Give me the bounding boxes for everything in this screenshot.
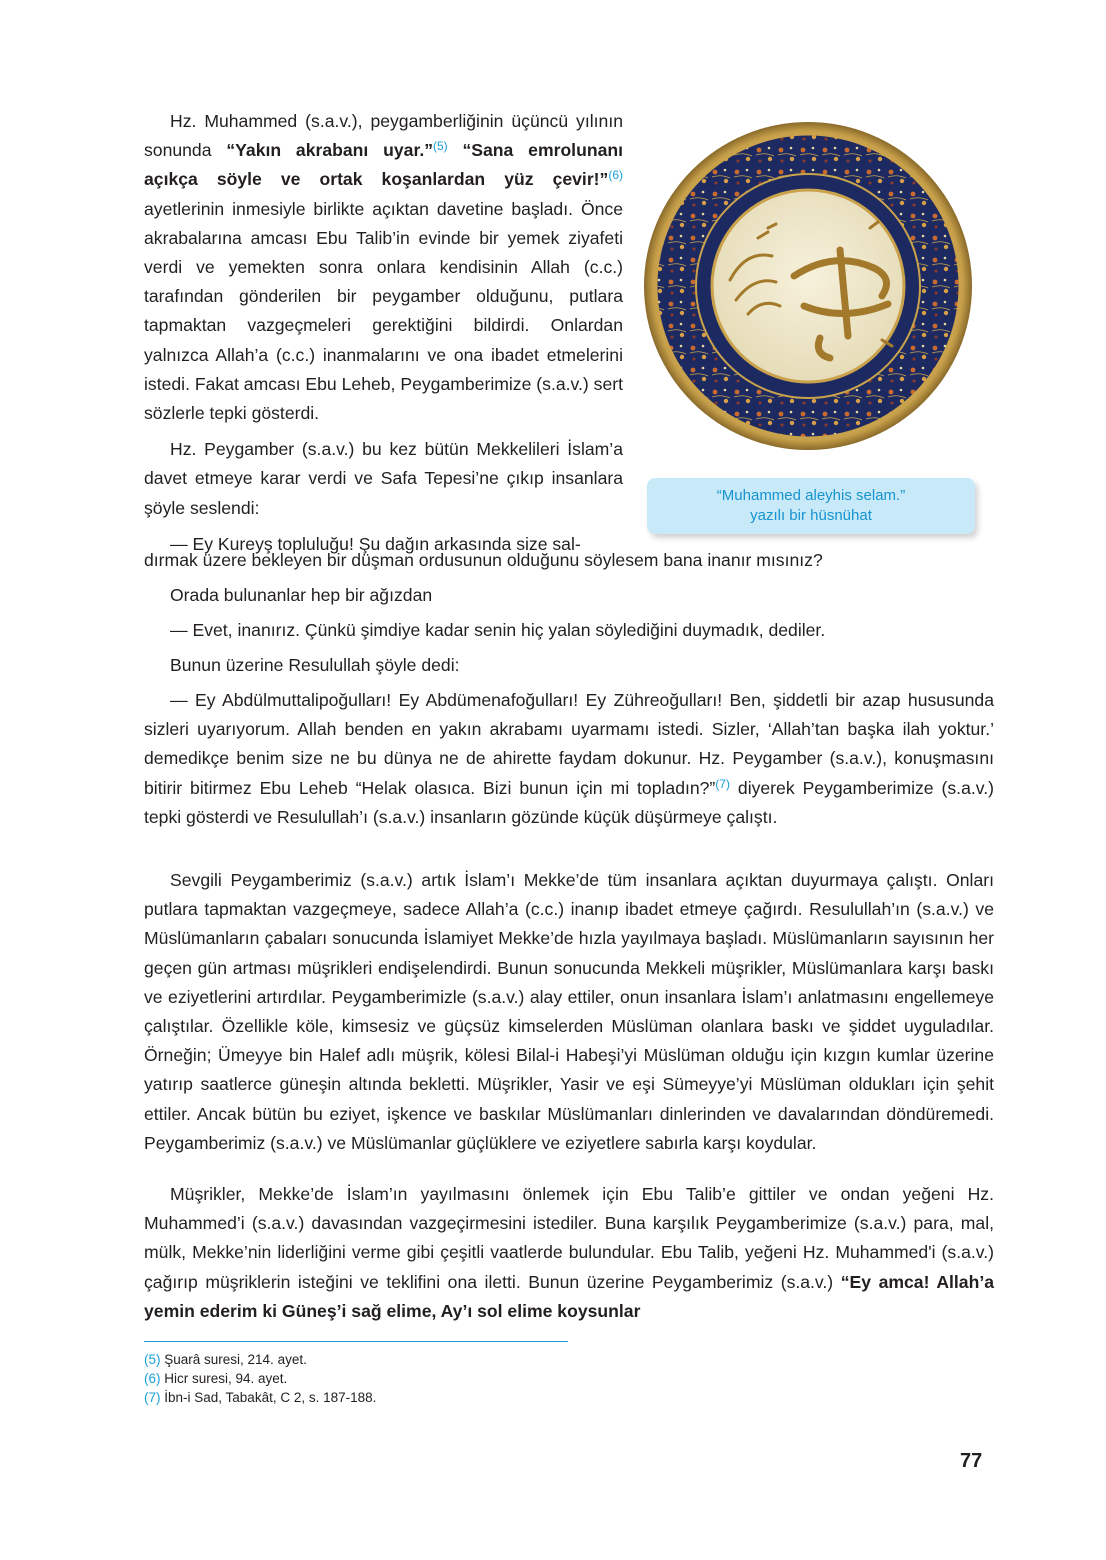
paragraph-1: Hz. Muhammed (s.a.v.), peygamberliğinin üçüncü yılının sonunda “Yakın akrabanı uyar.”$^{(5)}$ “Sana emrolunanı açıkça söyle ve ortak koşanlardan yüz çevir!”$^{(6)}$ ayetlerinin inmesiyle birlikte açıktan davetine başladı. Önce akrabalarına amcası Ebu Talib’in evinde bir yemek ziyafeti verdi ve yemekten sonra onlara kendisinin Allah (c.c.) tarafından gönderilen bir peygamber olduğunu, putlara tapmaktan vazgeçmeleri gerektiğini bildirdi. Onlardan yalnızca Allah’a (c.c.) inanmalarını ve ona ibadet etmelerini istedi. Fakat amcası Ebu Leheb, Peygamberimize (s.a.v.) sert sözlerle tepki gösterdi. — [144, 111, 623, 424]
footnote-divider — [144, 1341, 568, 1342]
calligraphy-plate-image — [644, 100, 972, 472]
caption-line-2: yazılı bir hüsnühat — [750, 507, 872, 524]
paragraph-3-start: — Ey Kureyş topluluğu! Şu dağın arkasında size sal- — [170, 533, 581, 554]
paragraph-9: Müşrikler, Mekke’de İslam’ın yayılmasını önlemek için Ebu Talib’e gittiler ve ondan yeğeni Hz. Muhammed’i (s.a.v.) davasından vazgeçirmesini istediler. Buna karşılık Peygamberimize (s.a.v.) para, mal, mülk, Mekke’nin liderliğini verme gibi çeşitli vaatlerde bulundular. Ebu Talib, yeğeni Hz. Muhammed'i (s.a.v.) çağırıp müşriklerin isteğini ve teklifini ona iletti. Bunun üzerine Peygamberimiz (s.a.v.) “Ey amca! Allah’a yemin ederim ki Güneş’i sağ elime, Ay’ı sol elime koysunlar — [144, 1184, 995, 1321]
paragraph-2: Hz. Peygamber (s.a.v.) bu kez bütün Mekkelileri İslam’a davet etmeye karar verdi ve Safa Tepesi’ne çıkıp insanlara şöyle seslendi: — [144, 439, 623, 518]
paragraph-4: Orada bulunanlar hep bir ağızdan — [170, 585, 433, 605]
footnote-7: (7) İbn-i Sad, Tabakât, C 2, s. 187-188. — [144, 1390, 377, 1405]
paragraph-8: Sevgili Peygamberimiz (s.a.v.) artık İslam’ı Mekke’de tüm insanlara açıktan duyurmaya çalıştı. Onları putlara tapmaktan vazgeçmeye, sadece Allah’a (c.c.) inanıp ibadet etmeye çağırdı. Resulullah’ın (s.a.v.) ve Müslümanların çabaları sonucunda İslamiyet Mekke’de hızla yayılmaya başladı. Müslümanların sayısının her geçen gün artması müşrikleri endişelendirdi. Bunun sonucunda Mekkeli müşrikler, Müslümanlara karşı baskı ve eziyetlerini artırdılar. Peygamberimizle (s.a.v.) alay ettiler, onun insanlara İslam’ı anlatmasını engellemeye çalıştılar. Özellikle köle, kimsesiz ve güçsüz kimselerden Müslüman olanlara baskı ve şiddet uyguladılar. Örneğin; Ümeyye bin Halef adlı müşrik, kölesi Bilal-i Habeşi’yi Müslüman olduğu için kızgın kumlar üzerine yatırıp saatlerce güneşin altında bekletti. Müşrikler, Yasir ve eşi Sümeyye’yi Müslüman oldukları için şehit ettiler. Ancak bütün bu eziyet, işkence ve baskılar Müslümanları dinlerinden ve davalarından döndüremedi. Peygamberimiz (s.a.v.) ve Müslümanlar güçlüklere ve eziyetlere sabırla karşı koydular. — [144, 870, 994, 1153]
paragraph-6: Bunun üzerine Resulullah şöyle dedi: — [170, 655, 460, 675]
paragraph-3-cont: dırmak üzere bekleyen bir düşman ordusunun olduğunu söylesem bana inanır mısınız? — [144, 550, 823, 570]
footnote-ref-6[interactable]: (6) — [608, 168, 623, 183]
image-caption — [647, 478, 975, 534]
footnote-ref-7[interactable]: (7) — [715, 776, 730, 791]
quote-ey-amca: “Ey amca! Allah’a yemin ederim ki Güneş’i sağ elime, Ay’ı sol elime koysunlar — [144, 1271, 995, 1321]
paragraph-5: — Evet, inanırız. Çünkü şimdiye kadar senin hiç yalan söylediğini duymadık, dediler. — [170, 620, 826, 640]
footnote-6: (6) Hicr suresi, 94. ayet. — [144, 1371, 288, 1386]
top-text-column — [144, 107, 623, 559]
caption-line-1: “Muhammed aleyhis selam.” — [716, 487, 906, 504]
paragraph-7: — Ey Abdülmuttalipoğulları! Ey Abdümenafoğulları! Ey Zühreoğulları! Ben, şiddetli bir azap hususunda sizleri uyarıyorum. Allah benden en yakın akrabamı uyarmamı istedi. Sizler, ‘Allah’tan başka ilah yoktur.’ demedikçe benim size ne bu dünya ne de ahirette faydam dokunur. Hz. Peygamber (s.a.v.), konuşmasını bitirir bitirmez Ebu Leheb “Helak olasıca. Bizi bunun için mi topladın?”$^{(7)}$ diyerek Peygamberimize (s.a.v.) tepki gösterdi ve Resulullah’ı (s.a.v.) insanların gözünde küçük düşürmeye çalıştı. — [144, 690, 994, 827]
quote-yakin-akrabani: “Yakın akrabanı uyar.” — [226, 140, 433, 161]
footnote-5: (5) Şuarâ suresi, 214. ayet. — [144, 1352, 307, 1367]
quote-sana-emrolunani: “Sana emrolunanı açıkça söyle ve ortak koşanlardan yüz çevir!” — [144, 140, 623, 190]
footnote-ref-5[interactable]: (5) — [433, 139, 448, 154]
page-number: 77 — [960, 1450, 983, 1472]
